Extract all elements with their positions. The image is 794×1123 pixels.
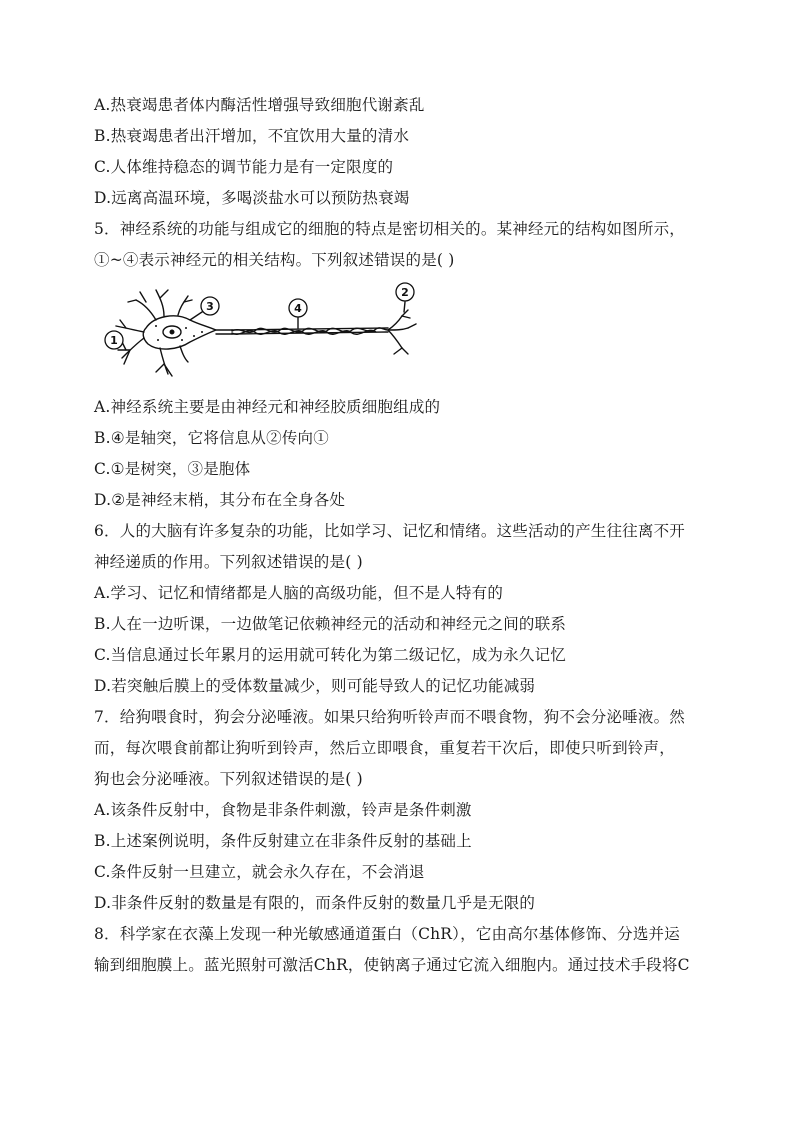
- q7-option-c: C.条件反射一旦建立，就会永久存在，不会消退: [94, 863, 425, 881]
- q7-option-a: A.该条件反射中，食物是非条件刺激，铃声是条件刺激: [94, 801, 472, 819]
- neuron-label-numbers: [98, 280, 428, 390]
- q6-option-c: C.当信息通过长年累月的运用就可转化为第二级记忆，成为永久记忆: [94, 646, 566, 664]
- q7-stem-line-1: 7．给狗喂食时，狗会分泌唾液。如果只给狗听铃声而不喂食物，狗不会分泌唾液。然: [94, 708, 685, 726]
- q5-stem-line-2: ①~④表示神经元的相关结构。下列叙述错误的是( ): [94, 251, 455, 269]
- label-4-text: 4: [294, 302, 302, 315]
- neuron-diagram: [98, 280, 704, 390]
- q5-stem-line-1: 5．神经系统的功能与组成它的细胞的特点是密切相关的。某神经元的结构如图所示，: [94, 220, 685, 238]
- q7-stem-line-3: 狗也会分泌唾液。下列叙述错误的是( ): [94, 770, 363, 788]
- q6-option-d: D.若突触后膜上的受体数量减少，则可能导致人的记忆功能减弱: [94, 677, 536, 695]
- exam-page: [94, 90, 704, 981]
- q5-option-b: B.④是轴突，它将信息从②传向①: [94, 429, 329, 447]
- q4-option-d: D.远离高温环境，多喝淡盐水可以预防热衰竭: [94, 189, 410, 207]
- q5-option-a: A.神经系统主要是由神经元和神经胶质细胞组成的: [94, 398, 441, 416]
- label-3-text: 3: [206, 300, 214, 313]
- q4-option-c: C.人体维持稳态的调节能力是有一定限度的: [94, 158, 394, 176]
- q7-stem-line-2: 而，每次喂食前都让狗听到铃声，然后立即喂食，重复若干次后，即使只听到铃声，: [94, 739, 675, 757]
- q8-stem-line-1: 8．科学家在衣藻上发现一种光敏感通道蛋白（ChR），它由高尔基体修饰、分选并运: [94, 925, 680, 943]
- q6-stem-line-1: 6．人的大脑有许多复杂的功能，比如学习、记忆和情绪。这些活动的产生往往离不开: [94, 522, 685, 540]
- q4-option-b: B.热衰竭患者出汗增加，不宜饮用大量的清水: [94, 127, 410, 145]
- label-2-text: 2: [401, 286, 409, 299]
- q7-option-b: B.上述案例说明，条件反射建立在非条件反射的基础上: [94, 832, 472, 850]
- q6-stem-line-2: 神经递质的作用。下列叙述错误的是( ): [94, 553, 363, 571]
- q6-option-a: A.学习、记忆和情绪都是人脑的高级功能，但不是人特有的: [94, 584, 504, 602]
- q6-option-b: B.人在一边听课，一边做笔记依赖神经元的活动和神经元之间的联系: [94, 615, 567, 633]
- q4-option-a: A.热衰竭患者体内酶活性增强导致细胞代谢紊乱: [94, 96, 425, 114]
- q8-stem-line-2: 输到细胞膜上。蓝光照射可激活ChR，使钠离子通过它流入细胞内。通过技术手段将C: [94, 956, 690, 974]
- label-1-text: 1: [110, 334, 118, 347]
- q5-option-c: C.①是树突，③是胞体: [94, 460, 251, 478]
- q5-option-d: D.②是神经末梢，其分布在全身各处: [94, 491, 346, 509]
- q7-option-d: D.非条件反射的数量是有限的，而条件反射的数量几乎是无限的: [94, 894, 536, 912]
